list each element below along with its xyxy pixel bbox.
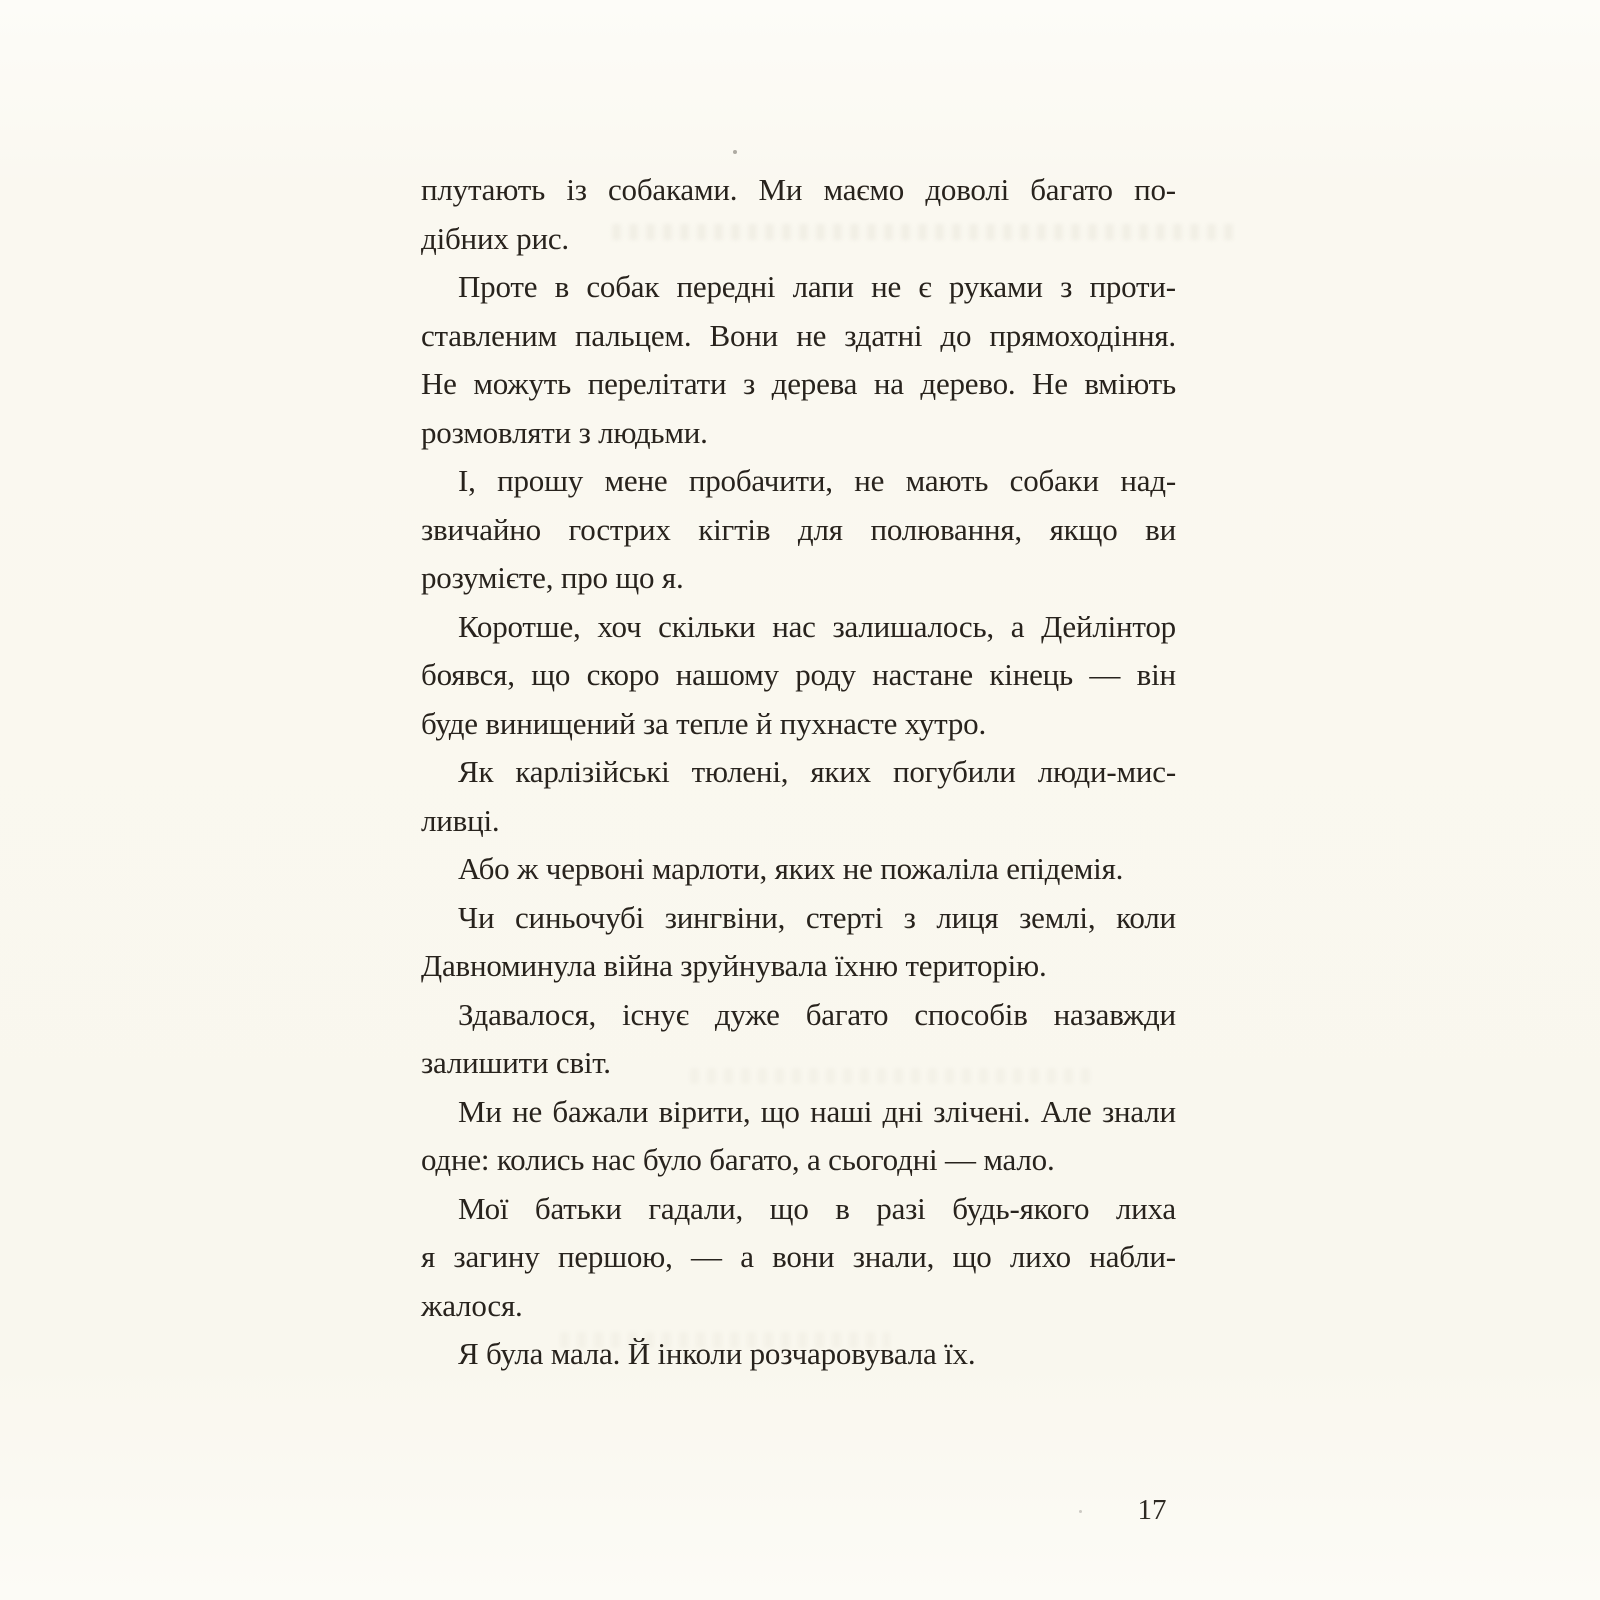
text-line: Мої батьки гадали, що в разі будь-якого лиха xyxy=(458,1190,1176,1226)
text-line: дібних рис. xyxy=(421,220,569,256)
text-line: розумієте, про що я. xyxy=(421,560,684,595)
text-line: Здавалося, існує дуже багато способів назавжди xyxy=(458,996,1176,1032)
text-line: Або ж червоні марлоти, яких не пожаліла епідемія. xyxy=(458,851,1124,886)
text-line: Як карлізійські тюлені, яких погубили люди-мис- xyxy=(458,754,1176,789)
text-line: Чи синьочубі зингвіни, стерті з лиця землі, коли xyxy=(458,899,1176,935)
text-line: розмовляти з людьми. xyxy=(421,414,708,450)
text-block xyxy=(421,166,1176,1379)
text-line: Коротше, хоч скільки нас залишалось, а Дейлінтор xyxy=(458,608,1176,644)
text-line: Ми не бажали вірити, що наші дні злічені. Але знали xyxy=(458,1093,1176,1129)
text-line: плутають із собаками. Ми маємо доволі багато по- xyxy=(421,172,1176,207)
text-line: боявся, що скоро нашому роду настане кінець — він xyxy=(421,657,1176,692)
text-line: буде винищений за тепле й пухнасте хутро. xyxy=(421,705,986,741)
text-line: ливці. xyxy=(421,802,500,838)
text-line: одне: колись нас було багато, а сьогодні — мало. xyxy=(421,1142,1055,1177)
text-line: Я була мала. Й інколи розчаровувала їх. xyxy=(458,1336,976,1371)
text-line: я загину першою, — а вони знали, що лихо набли- xyxy=(421,1239,1176,1274)
text-line: Проте в собак передні лапи не є руками з проти- xyxy=(458,269,1176,304)
page-number: 17 xyxy=(1137,1494,1167,1526)
text-line: звичайно гострих кігтів для полювання, якщо ви xyxy=(421,511,1176,547)
text-line: ставленим пальцем. Вони не здатні до прямоходіння. xyxy=(421,317,1176,353)
scan-speck xyxy=(1079,1510,1082,1513)
text-line: жалося. xyxy=(421,1287,523,1323)
text-line: Давноминула війна зруйнувала їхню територію. xyxy=(421,948,1047,983)
scan-speck xyxy=(733,150,737,154)
text-line: І, прошу мене пробачити, не мають собаки над- xyxy=(458,463,1176,498)
text-line: Не можуть перелітати з дерева на дерево. Не вміють xyxy=(421,366,1176,401)
text-line: залишити світ. xyxy=(421,1045,611,1080)
